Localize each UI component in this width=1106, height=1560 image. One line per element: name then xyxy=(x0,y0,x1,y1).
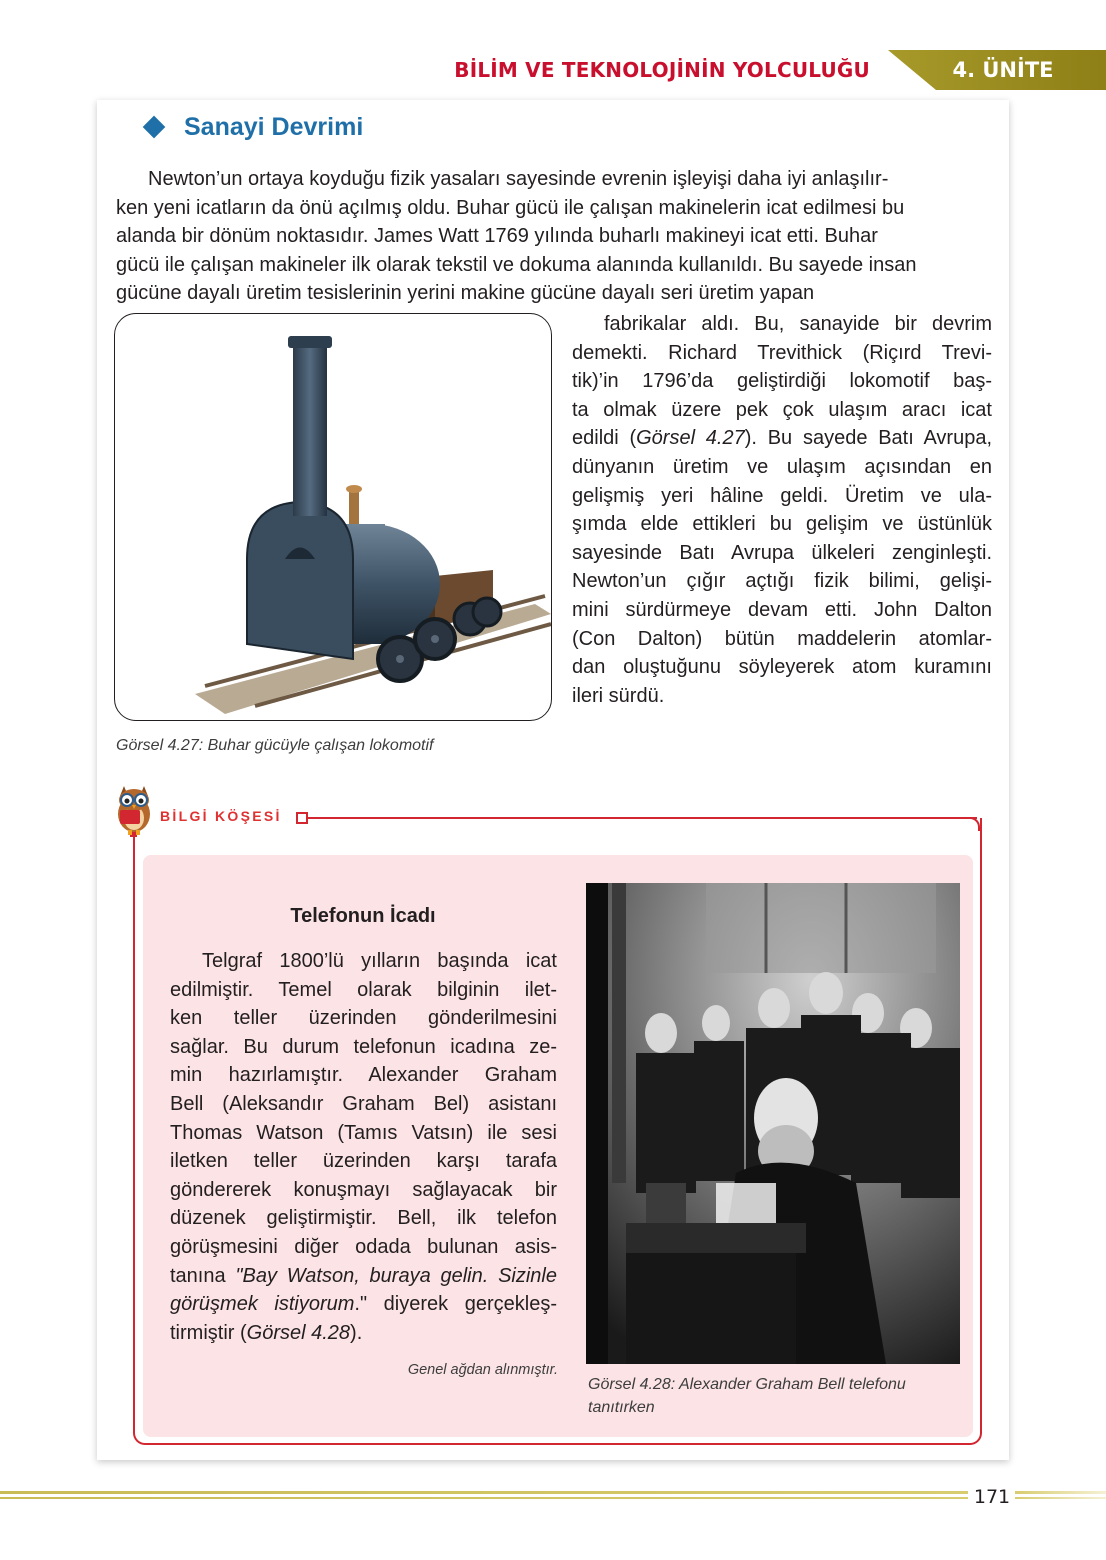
text-line: ileri sürdü. xyxy=(572,684,665,707)
section-heading xyxy=(142,110,363,144)
text-line: gücü ile çalışan makineler ilk olarak tekstil ve dokuma alanında kullanıldı. Bu sayede insan xyxy=(116,253,917,276)
unit-label: 4. ÜNİTE xyxy=(952,58,1054,82)
text-span: tirmiştir ( xyxy=(170,1321,247,1344)
text-line: Bell (Aleksandır Graham Bel) asistanı xyxy=(170,1092,557,1115)
figure-reference: Görsel 4.27 xyxy=(636,427,745,450)
text-line: şımda elde ettikleri bu gelişim ve üstünlük xyxy=(572,513,992,536)
intro-paragraph xyxy=(116,165,994,308)
text-line: göndererek konuşmayı sağlayacak bir xyxy=(170,1178,557,1201)
text-line: mini sürdürmeye devam etti. John Dalton xyxy=(572,598,992,621)
section-title: Sanayi Devrimi xyxy=(184,112,364,141)
text-line xyxy=(572,424,992,453)
text-line: gücüne dayalı üretim tesislerinin yerini makine gücüne dayalı seri üretim yapan xyxy=(116,282,815,305)
text-span: edildi ( xyxy=(572,427,637,450)
info-corner-title: Telefonun İcadı xyxy=(290,905,436,927)
text-span: ). xyxy=(350,1321,363,1344)
quote-text: görüşmek istiyorum xyxy=(170,1293,355,1316)
text-line: Telgraf 1800’lü yılların başında icat xyxy=(202,950,557,972)
source-note: Genel ağdan alınmıştır. xyxy=(407,1362,558,1378)
bell-telephone-photo xyxy=(586,883,960,1364)
page-number: 171 xyxy=(973,1486,1011,1508)
text-line: demekti. Richard Trevithick (Riçırd Trevi- xyxy=(572,341,992,364)
steam-locomotive-icon xyxy=(115,314,551,720)
text-line: dan oluştuğunu söyleyerek atom kuramını xyxy=(572,656,992,679)
diamond-bullet-icon xyxy=(143,116,166,139)
side-paragraph xyxy=(572,310,992,710)
bell-telephone-scene-icon xyxy=(586,883,960,1364)
text-line xyxy=(170,1262,557,1291)
text-line: Newton’un çığır açtığı fizik bilimi, gelişi- xyxy=(572,570,992,593)
text-line: sağlar. Bu durum telefonun icadına ze- xyxy=(170,1035,557,1058)
info-corner-top-line xyxy=(305,817,977,819)
text-span: ). Bu sayede Batı Avrupa, xyxy=(744,427,993,450)
quote-text: "Bay Watson, buraya gelin. Sizinle xyxy=(235,1264,557,1287)
locomotive-image-frame xyxy=(114,313,552,721)
text-line: ta olmak üzere pek çok ulaşım aracı icat xyxy=(572,398,992,421)
owl-icon xyxy=(108,780,160,836)
info-corner-label: BİLGİ KÖŞESİ xyxy=(160,808,282,824)
text-span: tanına xyxy=(170,1264,236,1287)
text-line: dünyanın üretim ve ulaşım açısından en xyxy=(572,455,992,478)
footer-rule xyxy=(1015,1491,1106,1494)
text-line: tik)’in 1796’da geliştirdiği lokomotif baş- xyxy=(572,370,992,393)
figure-caption-bell: Görsel 4.28: Alexander Graham Bell telefonu tanıtırken xyxy=(588,1376,906,1416)
text-line: iletken teller üzerinden karşı tarafa xyxy=(170,1150,557,1173)
footer-rule xyxy=(0,1497,968,1499)
unit-header-title: BİLİM VE TEKNOLOJİNİN YOLCULUĞU xyxy=(454,58,870,82)
figure-reference: Görsel 4.28 xyxy=(246,1321,351,1344)
footer-rule xyxy=(0,1491,968,1494)
info-corner-paragraph xyxy=(170,947,557,1347)
text-line: min hazırlamıştır. Alexander Graham xyxy=(170,1064,557,1087)
text-line: görüşmesini diğer odada bulunan asis- xyxy=(170,1235,557,1258)
text-line: alanda bir dönüm noktasıdır. James Watt 1769 yılında buharlı makineyi icat etti. Buhar xyxy=(116,225,878,248)
text-line: edilmiştir. Temel olarak bilginin ilet- xyxy=(170,978,557,1001)
text-line: ken teller üzerinden gönderilmesini xyxy=(170,1007,557,1030)
text-span: ." diyerek gerçekleş- xyxy=(354,1293,557,1316)
info-corner-marker xyxy=(296,812,308,824)
text-line xyxy=(170,1319,557,1348)
text-line: düzenek geliştirmiştir. Bell, ilk telefon xyxy=(170,1207,557,1230)
figure-caption-locomotive: Görsel 4.27: Buhar gücüyle çalışan lokomotif xyxy=(116,737,434,754)
footer-rule xyxy=(1015,1497,1106,1499)
text-line xyxy=(170,1290,557,1319)
text-line: Newton’un ortaya koyduğu fizik yasaları sayesinde evrenin işleyişi daha iyi anlaşılır- xyxy=(148,168,889,190)
text-line: sayesinde Batı Avrupa ülkeleri zenginleşti. xyxy=(572,541,992,564)
text-line: fabrikalar aldı. Bu, sanayide bir devrim xyxy=(604,313,992,335)
text-line: gelişmiş yeri hâline geldi. Üretim ve ula- xyxy=(572,484,992,507)
text-line: (Con Dalton) bütün maddelerin atomlar- xyxy=(572,627,992,650)
text-line: Thomas Watson (Tamıs Vatsın) ile sesi xyxy=(170,1121,557,1144)
text-line: ken yeni icatların da önü açılmış oldu. Buhar gücü ile çalışan makinelerin icat edilmesi bu xyxy=(116,196,905,219)
